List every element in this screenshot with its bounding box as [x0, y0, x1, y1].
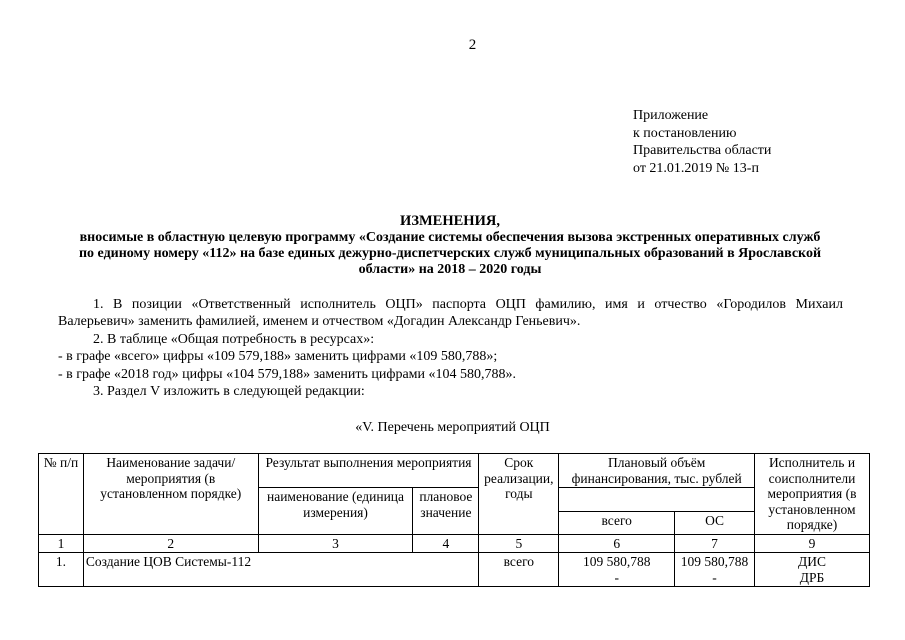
row-executor	[755, 553, 870, 587]
page-number: 2	[468, 37, 477, 53]
paragraph: 2. В таблице «Общая потребность в ресурсах»:	[93, 331, 375, 347]
title-line: области» на 2018 – 2020 годы	[358, 262, 542, 277]
appendix-line: к постановлению	[633, 125, 737, 141]
executor-dis: ДИС	[798, 554, 826, 569]
paragraph: 3. Раздел V изложить в следующей редакции:	[93, 384, 365, 400]
header-result: Результат выполнения мероприятия	[258, 454, 479, 488]
appendix-line: Приложение	[633, 108, 709, 123]
column-number: 2	[83, 534, 258, 553]
section-caption: «V. Перечень мероприятий ОЦП	[355, 420, 550, 435]
paragraph: - в графе «2018 год» цифры «104 579,188» заменить цифрами «104 580,788».	[58, 366, 517, 382]
table-header-row	[39, 454, 870, 488]
title-heading: ИЗМЕНЕНИЯ,	[400, 213, 500, 229]
row-os-dash: -	[712, 569, 717, 585]
column-number: 4	[413, 534, 479, 553]
row-term: всего	[479, 553, 559, 587]
header-os: ОС	[675, 511, 755, 534]
appendix-line: Правительства области	[633, 143, 772, 158]
document-title	[55, 213, 845, 278]
column-number: 7	[675, 534, 755, 553]
row-os-value: 109 580,788	[680, 554, 749, 569]
header-executor: Исполнитель и соисполнители мероприятия (в установленном порядке)	[755, 454, 870, 535]
header-term: Срок реализации, годы	[479, 454, 559, 535]
column-number: 1	[39, 534, 84, 553]
table-row	[39, 553, 870, 587]
column-number-row	[39, 534, 870, 553]
appendix-line: от 21.01.2019 № 13-п	[633, 160, 759, 176]
row-name: Создание ЦОВ Системы-112	[83, 553, 478, 587]
header-result-plan: плановое значение	[413, 488, 479, 535]
title-line: вносимые в областную целевую программу «Создание системы обеспечения вызова экстренных оперативных служб	[79, 230, 821, 245]
header-spacer	[559, 488, 755, 512]
header-name: Наименование задачи/мероприятия (в установленном порядке)	[83, 454, 258, 535]
paragraph: 1. В позиции «Ответственный исполнитель ОЦП» паспорта ОЦП фамилию, имя и отчество «Городилов Михаил Валерьевич» заменить фамилией, именем и отчеством «Догадин Александр Геньевич».	[58, 297, 843, 330]
executor-drb: ДРБ	[799, 569, 825, 585]
column-number: 3	[258, 534, 413, 553]
row-os	[675, 553, 755, 587]
row-total-value: 109 580,788	[582, 554, 651, 569]
row-total-dash: -	[614, 569, 619, 585]
column-number: 5	[479, 534, 559, 553]
header-total: всего	[559, 511, 675, 534]
header-volume: Плановый объём финансирования, тыс. рублей	[559, 454, 755, 488]
header-result-name: наименование (единица измерения)	[258, 488, 413, 535]
paragraph: - в графе «всего» цифры «109 579,188» заменить цифрами «109 580,788»;	[58, 349, 498, 365]
column-number: 9	[755, 534, 870, 553]
body-text	[58, 296, 843, 400]
title-line: по единому номеру «112» на базе единых дежурно-диспетчерских служб муниципальных образований в Ярославской	[78, 246, 822, 261]
appendix-block	[633, 107, 771, 177]
row-num: 1.	[39, 553, 84, 587]
header-num: № п/п	[39, 454, 84, 535]
row-total	[559, 553, 675, 587]
measures-table	[38, 453, 870, 587]
column-number: 6	[559, 534, 675, 553]
